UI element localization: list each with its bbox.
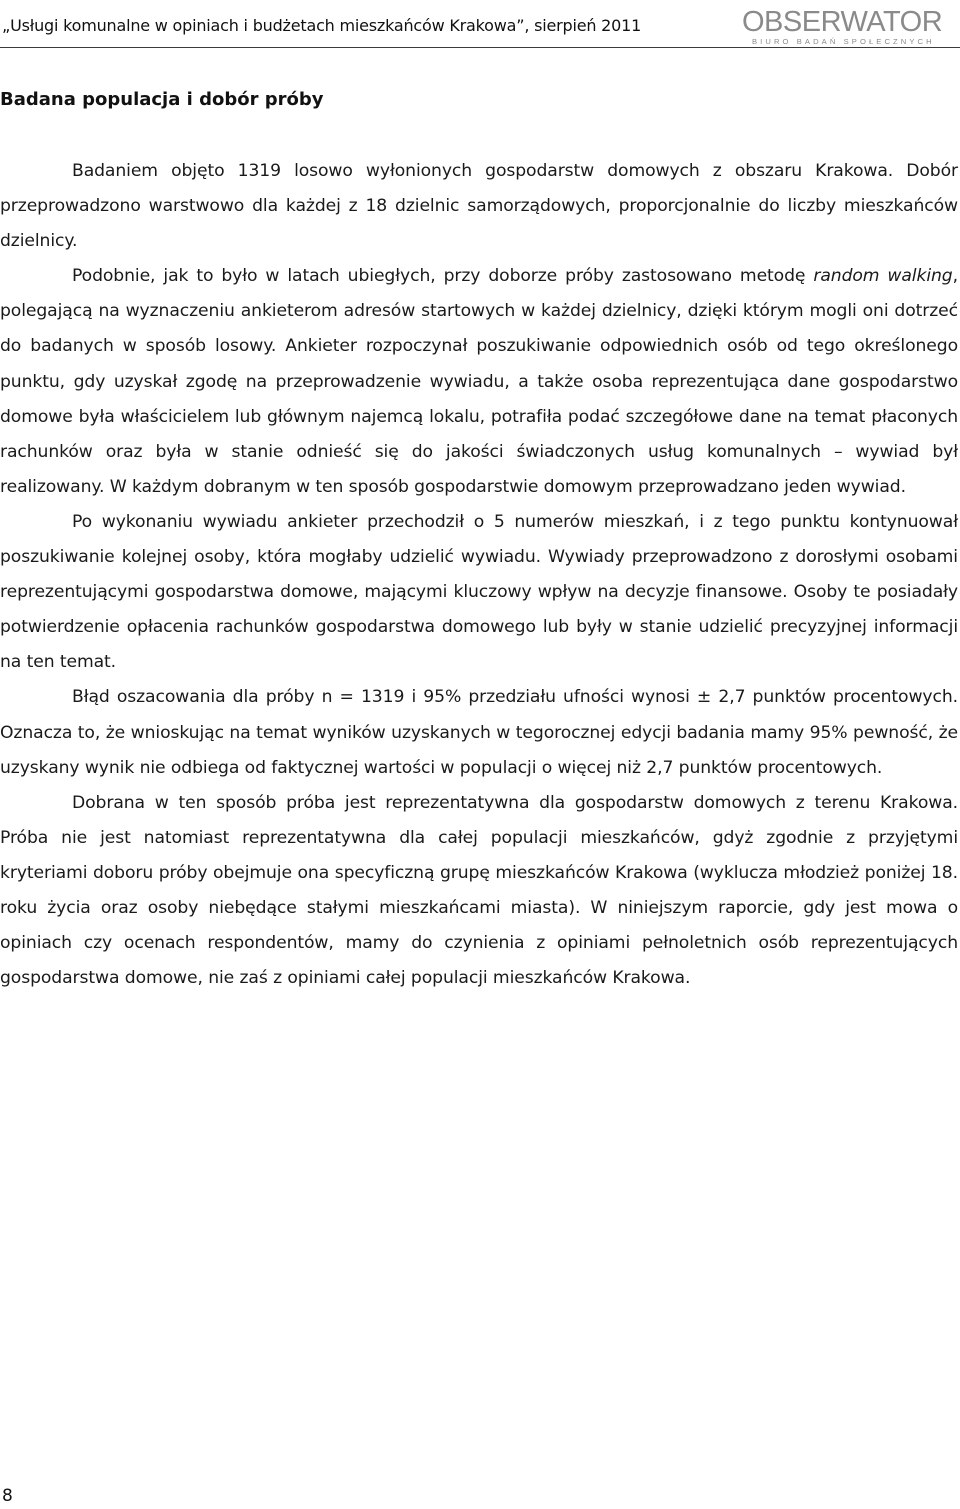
page-number: 8 [2, 1486, 13, 1506]
paragraph-sample-scope: Badaniem objęto 1319 losowo wyłonionych gospodarstw domowych z obszaru Krakowa. Dobór przeprowadzono warstwowo dla każdej z 18 dzielnic samorządowych, proporcjonalnie do liczby mieszkańców dzielnicy. [0, 161, 958, 252]
obserwator-logo-icon [740, 2, 950, 48]
paragraph-random-walking [0, 259, 958, 505]
page-header [0, 0, 960, 50]
section-heading: Badana populacja i dobór próby [0, 89, 324, 110]
paragraph-interview-procedure: Po wykonaniu wywiadu ankieter przechodził o 5 numerów mieszkań, i z tego punktu kontynuował poszukiwanie kolejnej osoby, która mogłaby udzielić wywiadu. Wywiady przeprowadzono z dorosłymi osobami reprezentującymi gospodarstwa domowe, mającymi kluczowy wpływ na decyzje finansowe. Osoby te posiadały potwierdzenie opłacenia rachunków gospodarstwa domowego lub były w stanie udzielić precyzyjnej informacji na ten temat. [0, 511, 958, 673]
random-walking-term: random walking [813, 266, 953, 287]
paragraph-estimation-error: Błąd oszacowania dla próby n = 1319 i 95% przedziału ufności wynosi ± 2,7 punktów procentowych. Oznacza to, że wnioskując na temat wyników uzyskanych w tegorocznej edycji badania mamy 95% pewność, że uzyskany wynik nie odbiega od faktycznej wartości w populacji o więcej niż 2,7 punktów procentowych. [0, 687, 958, 778]
obserwator-logo [740, 2, 950, 48]
logo-tagline: BIURO BADAŃ SPOŁECZNYCH [752, 37, 935, 46]
header-divider [0, 47, 960, 48]
paragraph-random-walking-start: Podobnie, jak to było w latach ubiegłych, przy doborze próby zastosowano metodę [72, 266, 806, 287]
report-title: „Usługi komunalne w opiniach i budżetach mieszkańców Krakowa”, sierpień 2011 [2, 16, 642, 35]
paragraph-representativeness: Dobrana w ten sposób próba jest reprezentatywna dla gospodarstw domowych z terenu Krakowa. Próba nie jest natomiast reprezentatywna dla całej populacji mieszkańców, gdyż zgodnie z przyjętymi kryteriami doboru próby obejmuje ona specyficzną grupę mieszkańców Krakowa (wyklucza młodzież poniżej 18. roku życia oraz osoby niebędące stałymi mieszkańcami miasta). W niniejszym raporcie, gdy jest mowa o opiniach czy ocenach respondentów, mamy do czynienia z opiniami pełnoletnich osób reprezentujących gospodarstwa domowe, nie zaś z opiniami całej populacji mieszkańców Krakowa. [0, 792, 958, 989]
logo-name: OBSERWATOR [742, 6, 943, 38]
body-text [0, 154, 958, 996]
paragraph-random-walking-rest: , polegającą na wyznaczeniu ankieterom adresów startowych w każdej dzielnicy, dzięki którym mogli oni dotrzeć do badanych w sposób losowy. Ankieter rozpoczynał poszukiwanie odpowiednich osób od tego określonego punktu, gdy uzyskał zgodę na przeprowadzenie wywiadu, a także osoba reprezentująca dane gospodarstwo domowe była właścicielem lub głównym najemcą lokalu, potrafiła podać szczegółowe dane na temat płaconych rachunków oraz była w stanie odnieść się do jakości świadczonych usług komunalnych – wywiad był realizowany. W każdym dobranym w ten sposób gospodarstwie domowym przeprowadzano jeden wywiad. [0, 266, 958, 497]
